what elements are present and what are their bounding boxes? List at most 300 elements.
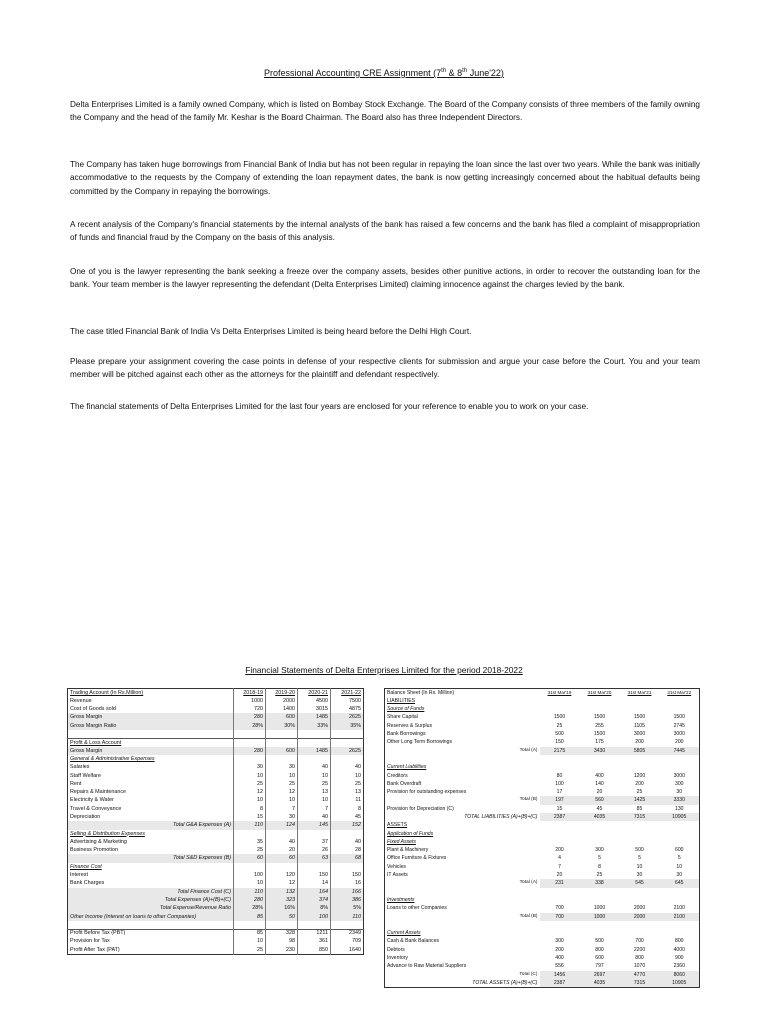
table-row <box>68 871 364 879</box>
total-label <box>505 722 540 730</box>
table-row <box>385 796 700 804</box>
value-cell: 3000 <box>673 731 685 738</box>
total-label: Total (B) <box>519 797 538 803</box>
value-cell <box>266 921 298 929</box>
row-label: Cash & Bank Balances <box>387 938 440 945</box>
value-cell: 2000 <box>633 905 646 912</box>
value-cell: 50 <box>266 913 298 921</box>
row-label: Loans to other Companies <box>387 905 447 912</box>
value-cell <box>266 863 298 871</box>
value-cell <box>331 921 364 929</box>
value-cell: 7315 <box>620 979 660 987</box>
value-cell: 797 <box>595 963 604 970</box>
row-label: Total S&D Expenses (B) <box>68 854 234 862</box>
row-label: Selling & Distribution Expenses <box>70 830 145 837</box>
value-cell: 2625 <box>331 747 364 755</box>
total-label: Total (A) <box>519 747 538 753</box>
value-cell <box>580 888 620 896</box>
value-cell: 323 <box>266 896 298 904</box>
value-cell: 545 <box>620 879 660 887</box>
table-row <box>68 763 364 771</box>
value-cell: 374 <box>298 896 331 904</box>
table-row <box>385 863 700 871</box>
value-cell: 28% <box>234 904 266 912</box>
value-cell: 35 <box>234 838 266 846</box>
value-cell <box>580 763 620 771</box>
row-label: Advertising & Marketing <box>70 838 127 845</box>
row-label <box>68 921 234 929</box>
value-cell: 200 <box>635 780 644 787</box>
value-cell: 8 <box>331 805 364 813</box>
row-label <box>385 879 505 887</box>
table-row <box>385 904 700 912</box>
value-cell <box>298 738 331 746</box>
table-row <box>68 697 364 705</box>
total-label <box>505 929 540 937</box>
value-cell: 338 <box>580 879 620 887</box>
table-row <box>68 929 364 937</box>
value-cell: 30 <box>676 789 683 796</box>
value-cell <box>580 830 620 838</box>
row-label: Cost of Goods sold <box>70 706 116 713</box>
table-row <box>68 771 364 779</box>
value-cell: 10 <box>234 937 266 945</box>
value-cell: 1640 <box>331 946 364 954</box>
value-cell: 13 <box>331 788 364 796</box>
value-cell: 850 <box>298 946 331 954</box>
row-label: Staff Welfare <box>70 772 101 779</box>
paragraph-borrowings: The Company has taken huge borrowings from Financial Bank of India but has not been regular in repaying the loan since the last over two years. While the bank was initially accommodative to the requests by the Company of extending the loan repayment dates, the bank is now getting increasingly concerned about the habitual defaults being committed by the Company in repaying the borrowings. <box>70 160 700 196</box>
value-cell <box>540 929 580 937</box>
value-cell: 400 <box>595 772 604 779</box>
table-row <box>68 821 364 829</box>
value-cell: 45 <box>596 805 603 812</box>
row-label: Total Finance Cost (C) <box>68 888 234 896</box>
table-row <box>68 879 364 887</box>
value-cell <box>331 755 364 763</box>
table-row <box>68 937 364 945</box>
total-label: Total (B) <box>519 913 538 919</box>
row-label: Interest <box>70 872 88 879</box>
table-row <box>68 722 364 730</box>
table-header-row <box>385 689 700 697</box>
value-cell: 13 <box>298 788 331 796</box>
value-cell: 33% <box>298 722 331 730</box>
table-row <box>385 755 700 763</box>
value-cell: 2000 <box>266 697 298 705</box>
value-cell <box>620 896 660 904</box>
value-cell <box>620 888 660 896</box>
value-cell: 800 <box>635 955 644 962</box>
balance-sheet-table <box>384 688 700 988</box>
value-cell: 12 <box>234 788 266 796</box>
row-label: Office Furniture & Fixtures <box>387 855 447 862</box>
value-cell: 3000 <box>633 731 646 738</box>
value-cell: 900 <box>675 955 684 962</box>
row-label: Repairs & Maintenance <box>70 789 127 796</box>
spacer-cell <box>505 689 540 697</box>
table-row <box>68 946 364 954</box>
value-cell: 60 <box>234 854 266 862</box>
total-label <box>505 846 540 854</box>
total-label <box>505 780 540 788</box>
value-cell <box>620 921 660 929</box>
value-cell: 4770 <box>620 971 660 979</box>
value-cell: 8 <box>234 805 266 813</box>
value-cell: 85 <box>234 929 266 937</box>
value-cell: 386 <box>331 896 364 904</box>
value-cell: 280 <box>234 713 266 721</box>
value-cell: 10 <box>298 771 331 779</box>
value-cell: 10905 <box>660 813 700 821</box>
value-cell: 1200 <box>633 772 646 779</box>
total-label <box>505 863 540 871</box>
value-cell: 25 <box>298 780 331 788</box>
value-cell: 231 <box>540 879 580 887</box>
table-row <box>68 813 364 821</box>
row-label: Bank Charges <box>70 880 105 887</box>
table-row <box>385 888 700 896</box>
value-cell: 1500 <box>593 731 606 738</box>
total-label <box>505 730 540 738</box>
value-cell: 500 <box>635 847 644 854</box>
value-cell <box>266 755 298 763</box>
row-label: Current Liabilities <box>387 764 427 771</box>
total-label <box>505 954 540 962</box>
value-cell: 35% <box>331 722 364 730</box>
total-label <box>505 738 540 746</box>
table-row <box>385 813 700 821</box>
value-cell: 140 <box>595 780 604 787</box>
value-cell: 5 <box>677 855 681 862</box>
total-label <box>505 946 540 954</box>
row-label: Source of Funds <box>387 706 425 713</box>
value-cell: 10 <box>234 879 266 887</box>
value-cell: 40 <box>298 763 331 771</box>
table-row <box>385 879 700 887</box>
table-row <box>385 946 700 954</box>
value-cell: 11 <box>331 796 364 804</box>
value-cell: 3015 <box>298 705 331 713</box>
value-cell: 110 <box>234 821 266 829</box>
date-header-cell: 31st Mar'20 <box>587 689 612 695</box>
table-row <box>385 730 700 738</box>
value-cell <box>620 830 660 838</box>
table-row <box>385 722 700 730</box>
value-cell <box>660 888 700 896</box>
row-label: Investments <box>387 896 415 903</box>
value-cell <box>660 921 700 929</box>
row-label: Depreciation <box>70 814 101 820</box>
table-row <box>385 854 700 862</box>
paragraph-company-overview: Delta Enterprises Limited is a family owned Company, which is listed on Bombay Stock Exchange. The Board of the Company consists of three members of the family owning the Company and the head of the family Mr. Keshar is the Board Chairman. The Board also has three Independent Directors. <box>70 100 700 123</box>
value-cell: 5% <box>331 904 364 912</box>
value-cell: 600 <box>675 847 684 854</box>
value-cell: 7445 <box>660 747 700 755</box>
table-row <box>68 888 364 896</box>
table-row <box>385 838 700 846</box>
value-cell: 2625 <box>331 713 364 721</box>
value-cell: 150 <box>331 871 364 879</box>
value-cell <box>580 929 620 937</box>
value-cell: 255 <box>595 722 604 729</box>
table-row <box>68 830 364 838</box>
table-row <box>68 805 364 813</box>
value-cell: 40 <box>331 763 364 771</box>
value-cell: 10 <box>266 771 298 779</box>
value-cell: 25 <box>636 789 643 796</box>
total-label <box>505 830 540 838</box>
value-cell: 500 <box>595 938 604 945</box>
value-cell <box>331 830 364 838</box>
table-row <box>385 896 700 904</box>
row-label: Gross Margin Ratio <box>68 722 234 730</box>
row-label: Total Expenses (A)+(B)+(C) <box>68 896 234 904</box>
value-cell <box>580 821 620 829</box>
value-cell: 12 <box>266 788 298 796</box>
value-cell <box>266 730 298 738</box>
value-cell: 30 <box>676 872 683 879</box>
value-cell: 10 <box>676 863 683 870</box>
value-cell: 1500 <box>553 714 566 721</box>
paragraph-analysis: A recent analysis of the Company's financial statements by the internal analysts of the bank has raised a few concerns and the bank has filed a complaint of misappropriation of funds and financial fraud by the Company on the basis of this analysis. <box>70 220 700 243</box>
value-cell: 700 <box>540 913 580 921</box>
value-cell <box>298 755 331 763</box>
row-label: LIABILITIES <box>387 697 416 704</box>
row-label: Share Capital <box>387 714 418 721</box>
value-cell <box>660 830 700 838</box>
row-label <box>385 755 505 763</box>
row-label <box>68 730 234 738</box>
value-cell: 4875 <box>331 705 364 713</box>
value-cell <box>660 763 700 771</box>
value-cell: 600 <box>266 747 298 755</box>
value-cell: 709 <box>331 937 364 945</box>
row-label: Debtors <box>387 946 405 953</box>
row-label <box>385 747 505 755</box>
value-cell: 1500 <box>593 714 606 721</box>
value-cell <box>620 697 660 705</box>
value-cell: 28 <box>331 846 364 854</box>
value-cell: 4 <box>558 855 561 862</box>
value-cell: 10 <box>234 796 266 804</box>
value-cell: 4500 <box>298 697 331 705</box>
value-cell: 1425 <box>620 796 660 804</box>
value-cell: 8060 <box>660 971 700 979</box>
total-label <box>505 788 540 796</box>
value-cell: 28% <box>234 722 266 730</box>
value-cell: 166 <box>331 888 364 896</box>
value-cell: 280 <box>234 747 266 755</box>
value-cell: 120 <box>266 871 298 879</box>
value-cell: 2100 <box>673 905 685 912</box>
value-cell: 10 <box>636 863 643 870</box>
title-superscript: th <box>462 68 468 74</box>
table-row <box>68 838 364 846</box>
value-cell <box>540 755 580 763</box>
date-header-cell: 31st Mar'22 <box>667 689 692 695</box>
value-cell: 7500 <box>331 697 364 705</box>
value-cell: 200 <box>555 946 564 953</box>
total-label <box>505 838 540 846</box>
value-cell: 1485 <box>298 713 331 721</box>
table-row <box>385 921 700 929</box>
value-cell: 164 <box>298 888 331 896</box>
row-label: Total Expense/Revenue Ratio <box>68 904 234 912</box>
date-header-cell: 31st Mar'21 <box>627 689 652 695</box>
value-cell: 15 <box>234 813 266 821</box>
table-row <box>385 979 700 987</box>
total-label <box>505 697 540 705</box>
value-cell: 800 <box>675 938 684 945</box>
row-label: Rent <box>70 780 82 787</box>
value-cell: 85 <box>636 805 643 812</box>
value-cell <box>660 929 700 937</box>
value-cell <box>580 697 620 705</box>
value-cell: 37 <box>298 838 331 846</box>
value-cell: 100 <box>234 871 266 879</box>
table-row <box>385 913 700 921</box>
value-cell: 20 <box>556 872 563 879</box>
value-cell <box>620 755 660 763</box>
value-cell: 500 <box>555 731 564 738</box>
table-row <box>68 788 364 796</box>
title-text: Professional Accounting CRE Assignment (7 <box>264 68 442 78</box>
value-cell: 30 <box>266 813 298 821</box>
value-cell: 4000 <box>673 946 685 953</box>
table-row <box>385 954 700 962</box>
value-cell: 124 <box>266 821 298 829</box>
value-cell: 7 <box>558 863 561 870</box>
value-cell: 40 <box>266 838 298 846</box>
value-cell: 556 <box>555 963 564 970</box>
value-cell <box>234 730 266 738</box>
value-cell: 800 <box>595 946 604 953</box>
table-row <box>385 763 700 771</box>
value-cell: 1000 <box>580 913 620 921</box>
value-cell <box>580 896 620 904</box>
table-row <box>68 713 364 721</box>
value-cell: 2175 <box>540 747 580 755</box>
value-cell: 1500 <box>633 714 646 721</box>
total-label <box>505 821 540 829</box>
value-cell: 4035 <box>580 979 620 987</box>
table-row <box>385 846 700 854</box>
table-row <box>68 854 364 862</box>
value-cell <box>660 896 700 904</box>
paragraph-lawyers: One of you is the lawyer representing the bank seeking a freeze over the company assets, besides other punitive actions, in order to recover the outstanding loan for the bank. Your team member is the lawyer representing the defendant (Delta Enterprises Limited) claiming innocence against the charges levied by the bank. <box>70 267 700 290</box>
row-label: Salaries <box>70 764 90 771</box>
row-label: Fixed Assets <box>387 838 416 845</box>
value-cell <box>620 705 660 713</box>
total-label: Total (A) <box>519 880 538 886</box>
value-cell: 2387 <box>540 979 580 987</box>
value-cell <box>580 838 620 846</box>
value-cell: 10 <box>234 771 266 779</box>
value-cell: 10905 <box>660 979 700 987</box>
value-cell: 200 <box>635 739 644 746</box>
row-label: Business Promotion <box>70 847 118 854</box>
value-cell: 15 <box>556 805 563 812</box>
year-header-cell: 2020-21 <box>298 689 331 697</box>
value-cell: 560 <box>580 796 620 804</box>
value-cell: 10 <box>298 796 331 804</box>
value-cell: 25 <box>331 780 364 788</box>
total-label: Total (C) <box>519 971 538 977</box>
row-label: Travel & Conveyance <box>70 805 122 812</box>
total-label <box>505 705 540 713</box>
row-label: Finance Cost <box>70 863 102 870</box>
page-title <box>0 68 768 78</box>
value-cell: 175 <box>595 739 604 746</box>
row-label: Plant & Machinery <box>387 847 429 854</box>
value-cell <box>580 705 620 713</box>
value-cell: 132 <box>266 888 298 896</box>
value-cell: 230 <box>266 946 298 954</box>
value-cell: 1070 <box>633 963 646 970</box>
table-row <box>68 913 364 921</box>
total-label <box>505 871 540 879</box>
value-cell <box>540 830 580 838</box>
row-label: Revenue <box>70 697 92 704</box>
value-cell <box>298 921 331 929</box>
value-cell: 2387 <box>540 813 580 821</box>
value-cell: 300 <box>555 938 564 945</box>
value-cell: 4035 <box>580 813 620 821</box>
table-header-row <box>68 689 364 697</box>
value-cell <box>540 888 580 896</box>
value-cell: 20 <box>596 789 603 796</box>
value-cell: 80 <box>556 772 563 779</box>
value-cell <box>660 755 700 763</box>
value-cell: 25 <box>234 846 266 854</box>
paragraph-case-title: The case titled Financial Bank of India Vs Delta Enterprises Limited is being heard before the Delhi High Court. <box>70 327 472 336</box>
table-row <box>385 780 700 788</box>
value-cell <box>234 738 266 746</box>
total-label <box>505 888 540 896</box>
table-row <box>385 962 700 970</box>
table-row <box>385 738 700 746</box>
row-label: Application of Funds <box>387 830 434 837</box>
value-cell <box>234 830 266 838</box>
value-cell <box>660 697 700 705</box>
table-row <box>385 697 700 705</box>
value-cell <box>660 821 700 829</box>
value-cell <box>540 896 580 904</box>
value-cell <box>540 697 580 705</box>
value-cell: 110 <box>331 913 364 921</box>
value-cell: 7 <box>266 805 298 813</box>
value-cell: 20 <box>266 846 298 854</box>
table-title-cell: Trading Account (In Rs.Million) <box>70 689 144 696</box>
table-row <box>385 937 700 945</box>
value-cell: 5 <box>598 855 601 862</box>
table-row <box>385 871 700 879</box>
value-cell: 2745 <box>673 722 685 729</box>
value-cell: 300 <box>595 847 604 854</box>
value-cell: 2200 <box>633 946 646 953</box>
value-cell: 40 <box>298 813 331 821</box>
row-label <box>385 921 505 929</box>
value-cell: 600 <box>595 955 604 962</box>
value-cell: 1456 <box>540 971 580 979</box>
value-cell <box>331 738 364 746</box>
value-cell: 10 <box>331 771 364 779</box>
table-row <box>385 747 700 755</box>
row-label: Bank Overdraft <box>387 780 422 787</box>
value-cell: 85 <box>234 913 266 921</box>
total-label <box>505 896 540 904</box>
